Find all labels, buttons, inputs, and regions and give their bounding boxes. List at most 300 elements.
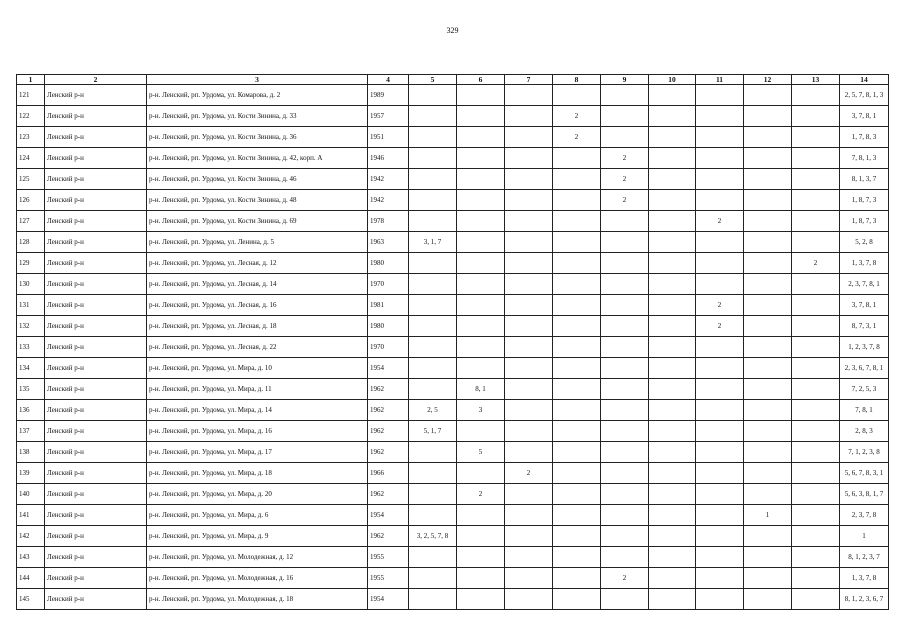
cell-col-12 xyxy=(744,337,792,358)
column-header-3: 3 xyxy=(147,75,368,85)
cell-col-9 xyxy=(601,253,649,274)
cell-col-9 xyxy=(601,232,649,253)
cell-row-number: 137 xyxy=(17,421,45,442)
cell-col-7 xyxy=(505,211,553,232)
cell-col-6 xyxy=(457,106,505,127)
cell-col-14: 1, 3, 7, 8 xyxy=(840,568,889,589)
cell-address: р-н. Ленский, рп. Урдома, ул. Кости Зинина, д. 33 xyxy=(147,106,368,127)
cell-col-10 xyxy=(649,379,696,400)
cell-district: Ленский р-н xyxy=(45,85,147,106)
cell-col-13 xyxy=(792,463,840,484)
cell-address: р-н. Ленский, рп. Урдома, ул. Кости Зинина, д. 46 xyxy=(147,169,368,190)
cell-year: 1962 xyxy=(368,379,409,400)
table-row xyxy=(17,232,889,253)
cell-year: 1962 xyxy=(368,526,409,547)
cell-col-14: 2, 8, 3 xyxy=(840,421,889,442)
cell-address: р-н. Ленский, рп. Урдома, ул. Кости Зинина, д. 69 xyxy=(147,211,368,232)
cell-year: 1951 xyxy=(368,127,409,148)
cell-row-number: 145 xyxy=(17,589,45,610)
cell-district: Ленский р-н xyxy=(45,127,147,148)
cell-col-14: 7, 1, 2, 3, 8 xyxy=(840,442,889,463)
cell-col-8: 2 xyxy=(553,106,601,127)
cell-col-5 xyxy=(409,316,457,337)
cell-row-number: 127 xyxy=(17,211,45,232)
cell-col-13 xyxy=(792,232,840,253)
column-header-11: 11 xyxy=(696,75,744,85)
cell-district: Ленский р-н xyxy=(45,253,147,274)
table-row xyxy=(17,85,889,106)
cell-year: 1970 xyxy=(368,337,409,358)
cell-col-12 xyxy=(744,127,792,148)
cell-row-number: 139 xyxy=(17,463,45,484)
cell-row-number: 124 xyxy=(17,148,45,169)
cell-district: Ленский р-н xyxy=(45,400,147,421)
column-header-9: 9 xyxy=(601,75,649,85)
cell-col-13 xyxy=(792,547,840,568)
column-header-6: 6 xyxy=(457,75,505,85)
cell-col-6 xyxy=(457,211,505,232)
cell-col-13 xyxy=(792,148,840,169)
cell-col-6: 2 xyxy=(457,484,505,505)
cell-col-13 xyxy=(792,484,840,505)
cell-col-14: 1, 7, 8, 3 xyxy=(840,127,889,148)
cell-year: 1962 xyxy=(368,400,409,421)
cell-col-13 xyxy=(792,85,840,106)
column-header-2: 2 xyxy=(45,75,147,85)
cell-year: 1989 xyxy=(368,85,409,106)
cell-col-6 xyxy=(457,526,505,547)
cell-district: Ленский р-н xyxy=(45,106,147,127)
cell-col-10 xyxy=(649,568,696,589)
cell-col-8 xyxy=(553,547,601,568)
cell-col-13 xyxy=(792,568,840,589)
cell-year: 1966 xyxy=(368,463,409,484)
cell-col-12 xyxy=(744,253,792,274)
cell-col-10 xyxy=(649,526,696,547)
cell-col-9 xyxy=(601,358,649,379)
table-row xyxy=(17,127,889,148)
cell-col-6 xyxy=(457,589,505,610)
cell-col-8 xyxy=(553,211,601,232)
cell-address: р-н. Ленский, рп. Урдома, ул. Ленина, д. 5 xyxy=(147,232,368,253)
cell-year: 1954 xyxy=(368,589,409,610)
cell-col-14: 8, 7, 3, 1 xyxy=(840,316,889,337)
cell-col-14: 2, 3, 6, 7, 8, 1 xyxy=(840,358,889,379)
cell-col-12 xyxy=(744,589,792,610)
cell-col-11 xyxy=(696,379,744,400)
cell-row-number: 130 xyxy=(17,274,45,295)
cell-col-9 xyxy=(601,484,649,505)
cell-col-13: 2 xyxy=(792,253,840,274)
cell-col-10 xyxy=(649,589,696,610)
cell-col-14: 3, 7, 8, 1 xyxy=(840,106,889,127)
cell-district: Ленский р-н xyxy=(45,337,147,358)
column-header-8: 8 xyxy=(553,75,601,85)
cell-col-13 xyxy=(792,274,840,295)
cell-row-number: 140 xyxy=(17,484,45,505)
cell-col-6 xyxy=(457,421,505,442)
cell-year: 1942 xyxy=(368,169,409,190)
cell-col-7 xyxy=(505,253,553,274)
cell-col-6 xyxy=(457,253,505,274)
cell-col-9 xyxy=(601,463,649,484)
cell-col-10 xyxy=(649,442,696,463)
cell-col-14: 2, 3, 7, 8 xyxy=(840,505,889,526)
cell-col-7 xyxy=(505,169,553,190)
cell-col-7 xyxy=(505,106,553,127)
cell-district: Ленский р-н xyxy=(45,505,147,526)
cell-col-10 xyxy=(649,148,696,169)
header-row xyxy=(17,75,889,85)
cell-col-6 xyxy=(457,568,505,589)
cell-col-13 xyxy=(792,442,840,463)
cell-col-6 xyxy=(457,358,505,379)
cell-col-8 xyxy=(553,85,601,106)
cell-col-7 xyxy=(505,127,553,148)
cell-col-9 xyxy=(601,85,649,106)
cell-col-11: 2 xyxy=(696,295,744,316)
cell-col-14: 5, 6, 3, 8, 1, 7 xyxy=(840,484,889,505)
cell-col-13 xyxy=(792,358,840,379)
cell-col-8 xyxy=(553,358,601,379)
cell-col-10 xyxy=(649,316,696,337)
cell-address: р-н. Ленский, рп. Урдома, ул. Мира, д. 6 xyxy=(147,505,368,526)
cell-col-5 xyxy=(409,547,457,568)
cell-col-5: 3, 1, 7 xyxy=(409,232,457,253)
cell-col-6 xyxy=(457,316,505,337)
cell-col-12 xyxy=(744,421,792,442)
cell-col-14: 5, 6, 7, 8, 3, 1 xyxy=(840,463,889,484)
cell-col-12 xyxy=(744,442,792,463)
cell-col-8: 2 xyxy=(553,127,601,148)
cell-col-6: 5 xyxy=(457,442,505,463)
cell-col-14: 7, 8, 1, 3 xyxy=(840,148,889,169)
cell-district: Ленский р-н xyxy=(45,169,147,190)
cell-year: 1957 xyxy=(368,106,409,127)
cell-col-6 xyxy=(457,463,505,484)
cell-col-8 xyxy=(553,316,601,337)
cell-col-8 xyxy=(553,484,601,505)
column-header-1: 1 xyxy=(17,75,45,85)
cell-col-10 xyxy=(649,211,696,232)
cell-col-10 xyxy=(649,505,696,526)
registry-table xyxy=(16,74,889,610)
table-row xyxy=(17,106,889,127)
cell-col-7 xyxy=(505,337,553,358)
cell-district: Ленский р-н xyxy=(45,484,147,505)
table-row xyxy=(17,484,889,505)
cell-col-9 xyxy=(601,589,649,610)
cell-col-5 xyxy=(409,358,457,379)
cell-col-5 xyxy=(409,253,457,274)
cell-col-9 xyxy=(601,379,649,400)
cell-col-11 xyxy=(696,589,744,610)
cell-col-13 xyxy=(792,316,840,337)
cell-col-13 xyxy=(792,379,840,400)
column-header-7: 7 xyxy=(505,75,553,85)
cell-col-10 xyxy=(649,190,696,211)
cell-col-10 xyxy=(649,232,696,253)
cell-district: Ленский р-н xyxy=(45,274,147,295)
cell-col-7 xyxy=(505,568,553,589)
cell-row-number: 126 xyxy=(17,190,45,211)
cell-year: 1980 xyxy=(368,316,409,337)
cell-col-5 xyxy=(409,337,457,358)
cell-col-9 xyxy=(601,505,649,526)
cell-address: р-н. Ленский, рп. Урдома, ул. Мира, д. 16 xyxy=(147,421,368,442)
cell-col-6 xyxy=(457,505,505,526)
cell-col-7 xyxy=(505,379,553,400)
cell-col-5 xyxy=(409,568,457,589)
column-header-10: 10 xyxy=(649,75,696,85)
cell-col-12 xyxy=(744,463,792,484)
cell-col-11 xyxy=(696,526,744,547)
cell-col-8 xyxy=(553,526,601,547)
cell-col-14: 2, 5, 7, 8, 1, 3 xyxy=(840,85,889,106)
cell-col-10 xyxy=(649,295,696,316)
table-row xyxy=(17,589,889,610)
cell-col-13 xyxy=(792,421,840,442)
cell-col-11 xyxy=(696,232,744,253)
cell-col-7 xyxy=(505,295,553,316)
cell-col-5 xyxy=(409,190,457,211)
cell-address: р-н. Ленский, рп. Урдома, ул. Молодежная, д. 18 xyxy=(147,589,368,610)
column-header-12: 12 xyxy=(744,75,792,85)
table-row xyxy=(17,316,889,337)
cell-col-12 xyxy=(744,379,792,400)
cell-address: р-н. Ленский, рп. Урдома, ул. Мира, д. 17 xyxy=(147,442,368,463)
cell-col-8 xyxy=(553,253,601,274)
cell-col-5 xyxy=(409,169,457,190)
cell-district: Ленский р-н xyxy=(45,316,147,337)
cell-col-11 xyxy=(696,169,744,190)
cell-col-7 xyxy=(505,442,553,463)
table-row xyxy=(17,148,889,169)
cell-col-11 xyxy=(696,148,744,169)
cell-col-5 xyxy=(409,379,457,400)
column-header-5: 5 xyxy=(409,75,457,85)
cell-col-14: 8, 1, 2, 3, 7 xyxy=(840,547,889,568)
cell-address: р-н. Ленский, рп. Урдома, ул. Мира, д. 14 xyxy=(147,400,368,421)
cell-col-11 xyxy=(696,337,744,358)
cell-col-13 xyxy=(792,190,840,211)
cell-address: р-н. Ленский, рп. Урдома, ул. Молодежная, д. 12 xyxy=(147,547,368,568)
cell-year: 1962 xyxy=(368,484,409,505)
cell-col-5 xyxy=(409,127,457,148)
cell-col-11 xyxy=(696,421,744,442)
cell-address: р-н. Ленский, рп. Урдома, ул. Мира, д. 10 xyxy=(147,358,368,379)
cell-district: Ленский р-н xyxy=(45,190,147,211)
cell-col-12 xyxy=(744,400,792,421)
cell-col-11 xyxy=(696,274,744,295)
cell-col-13 xyxy=(792,526,840,547)
table-row xyxy=(17,190,889,211)
cell-col-6 xyxy=(457,274,505,295)
cell-col-7 xyxy=(505,232,553,253)
cell-row-number: 131 xyxy=(17,295,45,316)
cell-col-7 xyxy=(505,190,553,211)
cell-col-10 xyxy=(649,421,696,442)
table-body xyxy=(17,85,889,610)
cell-col-6 xyxy=(457,85,505,106)
cell-col-14: 8, 1, 2, 3, 6, 7 xyxy=(840,589,889,610)
cell-col-5 xyxy=(409,211,457,232)
table-row xyxy=(17,358,889,379)
cell-col-14: 1, 8, 7, 3 xyxy=(840,211,889,232)
cell-col-11 xyxy=(696,106,744,127)
cell-col-11 xyxy=(696,400,744,421)
cell-col-6 xyxy=(457,337,505,358)
cell-col-7 xyxy=(505,526,553,547)
cell-col-8 xyxy=(553,400,601,421)
table-row xyxy=(17,568,889,589)
cell-col-12 xyxy=(744,295,792,316)
cell-col-10 xyxy=(649,337,696,358)
column-header-14: 14 xyxy=(840,75,889,85)
cell-address: р-н. Ленский, рп. Урдома, ул. Мира, д. 18 xyxy=(147,463,368,484)
cell-col-13 xyxy=(792,127,840,148)
table-row xyxy=(17,400,889,421)
cell-col-10 xyxy=(649,106,696,127)
cell-col-13 xyxy=(792,295,840,316)
cell-col-7 xyxy=(505,85,553,106)
cell-address: р-н. Ленский, рп. Урдома, ул. Лесная, д. 16 xyxy=(147,295,368,316)
cell-col-14: 3, 7, 8, 1 xyxy=(840,295,889,316)
cell-year: 1978 xyxy=(368,211,409,232)
cell-col-5: 5, 1, 7 xyxy=(409,421,457,442)
table-row xyxy=(17,169,889,190)
cell-col-6 xyxy=(457,295,505,316)
cell-col-8 xyxy=(553,190,601,211)
cell-row-number: 138 xyxy=(17,442,45,463)
cell-col-9: 2 xyxy=(601,190,649,211)
cell-col-11 xyxy=(696,127,744,148)
cell-col-10 xyxy=(649,274,696,295)
cell-col-13 xyxy=(792,400,840,421)
column-header-13: 13 xyxy=(792,75,840,85)
cell-col-14: 1, 2, 3, 7, 8 xyxy=(840,337,889,358)
cell-year: 1962 xyxy=(368,421,409,442)
page-number: 329 xyxy=(446,26,459,35)
cell-col-5: 3, 2, 5, 7, 8 xyxy=(409,526,457,547)
cell-col-11 xyxy=(696,463,744,484)
cell-col-12 xyxy=(744,148,792,169)
cell-row-number: 128 xyxy=(17,232,45,253)
cell-col-13 xyxy=(792,505,840,526)
cell-col-12 xyxy=(744,232,792,253)
cell-row-number: 125 xyxy=(17,169,45,190)
cell-col-5 xyxy=(409,442,457,463)
table-row xyxy=(17,379,889,400)
cell-col-8 xyxy=(553,442,601,463)
table-row xyxy=(17,211,889,232)
cell-col-10 xyxy=(649,127,696,148)
cell-col-12 xyxy=(744,547,792,568)
cell-col-11: 2 xyxy=(696,316,744,337)
cell-col-14: 1, 3, 7, 8 xyxy=(840,253,889,274)
cell-col-13 xyxy=(792,337,840,358)
cell-year: 1954 xyxy=(368,358,409,379)
cell-district: Ленский р-н xyxy=(45,568,147,589)
cell-district: Ленский р-н xyxy=(45,526,147,547)
cell-col-6 xyxy=(457,127,505,148)
cell-address: р-н. Ленский, рп. Урдома, ул. Мира, д. 20 xyxy=(147,484,368,505)
cell-col-13 xyxy=(792,169,840,190)
cell-district: Ленский р-н xyxy=(45,148,147,169)
cell-col-12 xyxy=(744,484,792,505)
cell-col-8 xyxy=(553,589,601,610)
cell-year: 1946 xyxy=(368,148,409,169)
cell-address: р-н. Ленский, рп. Урдома, ул. Лесная, д. 12 xyxy=(147,253,368,274)
cell-col-14: 7, 2, 5, 3 xyxy=(840,379,889,400)
cell-col-14: 5, 2, 8 xyxy=(840,232,889,253)
cell-col-9 xyxy=(601,274,649,295)
cell-col-5: 2, 5 xyxy=(409,400,457,421)
cell-col-11 xyxy=(696,358,744,379)
table-row xyxy=(17,463,889,484)
cell-address: р-н. Ленский, рп. Урдома, ул. Комарова, д. 2 xyxy=(147,85,368,106)
table-row xyxy=(17,505,889,526)
cell-col-10 xyxy=(649,85,696,106)
cell-year: 1954 xyxy=(368,505,409,526)
cell-col-13 xyxy=(792,589,840,610)
cell-col-7 xyxy=(505,148,553,169)
cell-col-14: 1 xyxy=(840,526,889,547)
cell-col-8 xyxy=(553,568,601,589)
cell-col-6 xyxy=(457,547,505,568)
cell-col-13 xyxy=(792,211,840,232)
cell-row-number: 136 xyxy=(17,400,45,421)
cell-col-11: 2 xyxy=(696,211,744,232)
cell-col-8 xyxy=(553,337,601,358)
cell-col-14: 1, 8, 7, 3 xyxy=(840,190,889,211)
cell-col-14: 7, 8, 1 xyxy=(840,400,889,421)
cell-col-9 xyxy=(601,400,649,421)
cell-col-14: 8, 1, 3, 7 xyxy=(840,169,889,190)
cell-col-5 xyxy=(409,274,457,295)
cell-col-6 xyxy=(457,190,505,211)
column-header-4: 4 xyxy=(368,75,409,85)
cell-col-5 xyxy=(409,295,457,316)
cell-col-11 xyxy=(696,547,744,568)
cell-year: 1970 xyxy=(368,274,409,295)
cell-row-number: 142 xyxy=(17,526,45,547)
cell-col-11 xyxy=(696,484,744,505)
cell-col-9 xyxy=(601,421,649,442)
cell-col-6 xyxy=(457,169,505,190)
cell-col-12 xyxy=(744,106,792,127)
cell-col-9 xyxy=(601,316,649,337)
cell-row-number: 134 xyxy=(17,358,45,379)
cell-col-12 xyxy=(744,274,792,295)
cell-col-11 xyxy=(696,442,744,463)
cell-col-9 xyxy=(601,127,649,148)
cell-col-9: 2 xyxy=(601,568,649,589)
cell-col-5 xyxy=(409,106,457,127)
cell-col-11 xyxy=(696,505,744,526)
cell-col-8 xyxy=(553,274,601,295)
cell-district: Ленский р-н xyxy=(45,442,147,463)
cell-col-11 xyxy=(696,85,744,106)
cell-col-11 xyxy=(696,190,744,211)
cell-col-8 xyxy=(553,379,601,400)
cell-district: Ленский р-н xyxy=(45,547,147,568)
cell-district: Ленский р-н xyxy=(45,295,147,316)
cell-col-6: 3 xyxy=(457,400,505,421)
cell-address: р-н. Ленский, рп. Урдома, ул. Кости Зинина, д. 48 xyxy=(147,190,368,211)
cell-year: 1963 xyxy=(368,232,409,253)
cell-col-14: 2, 3, 7, 8, 1 xyxy=(840,274,889,295)
